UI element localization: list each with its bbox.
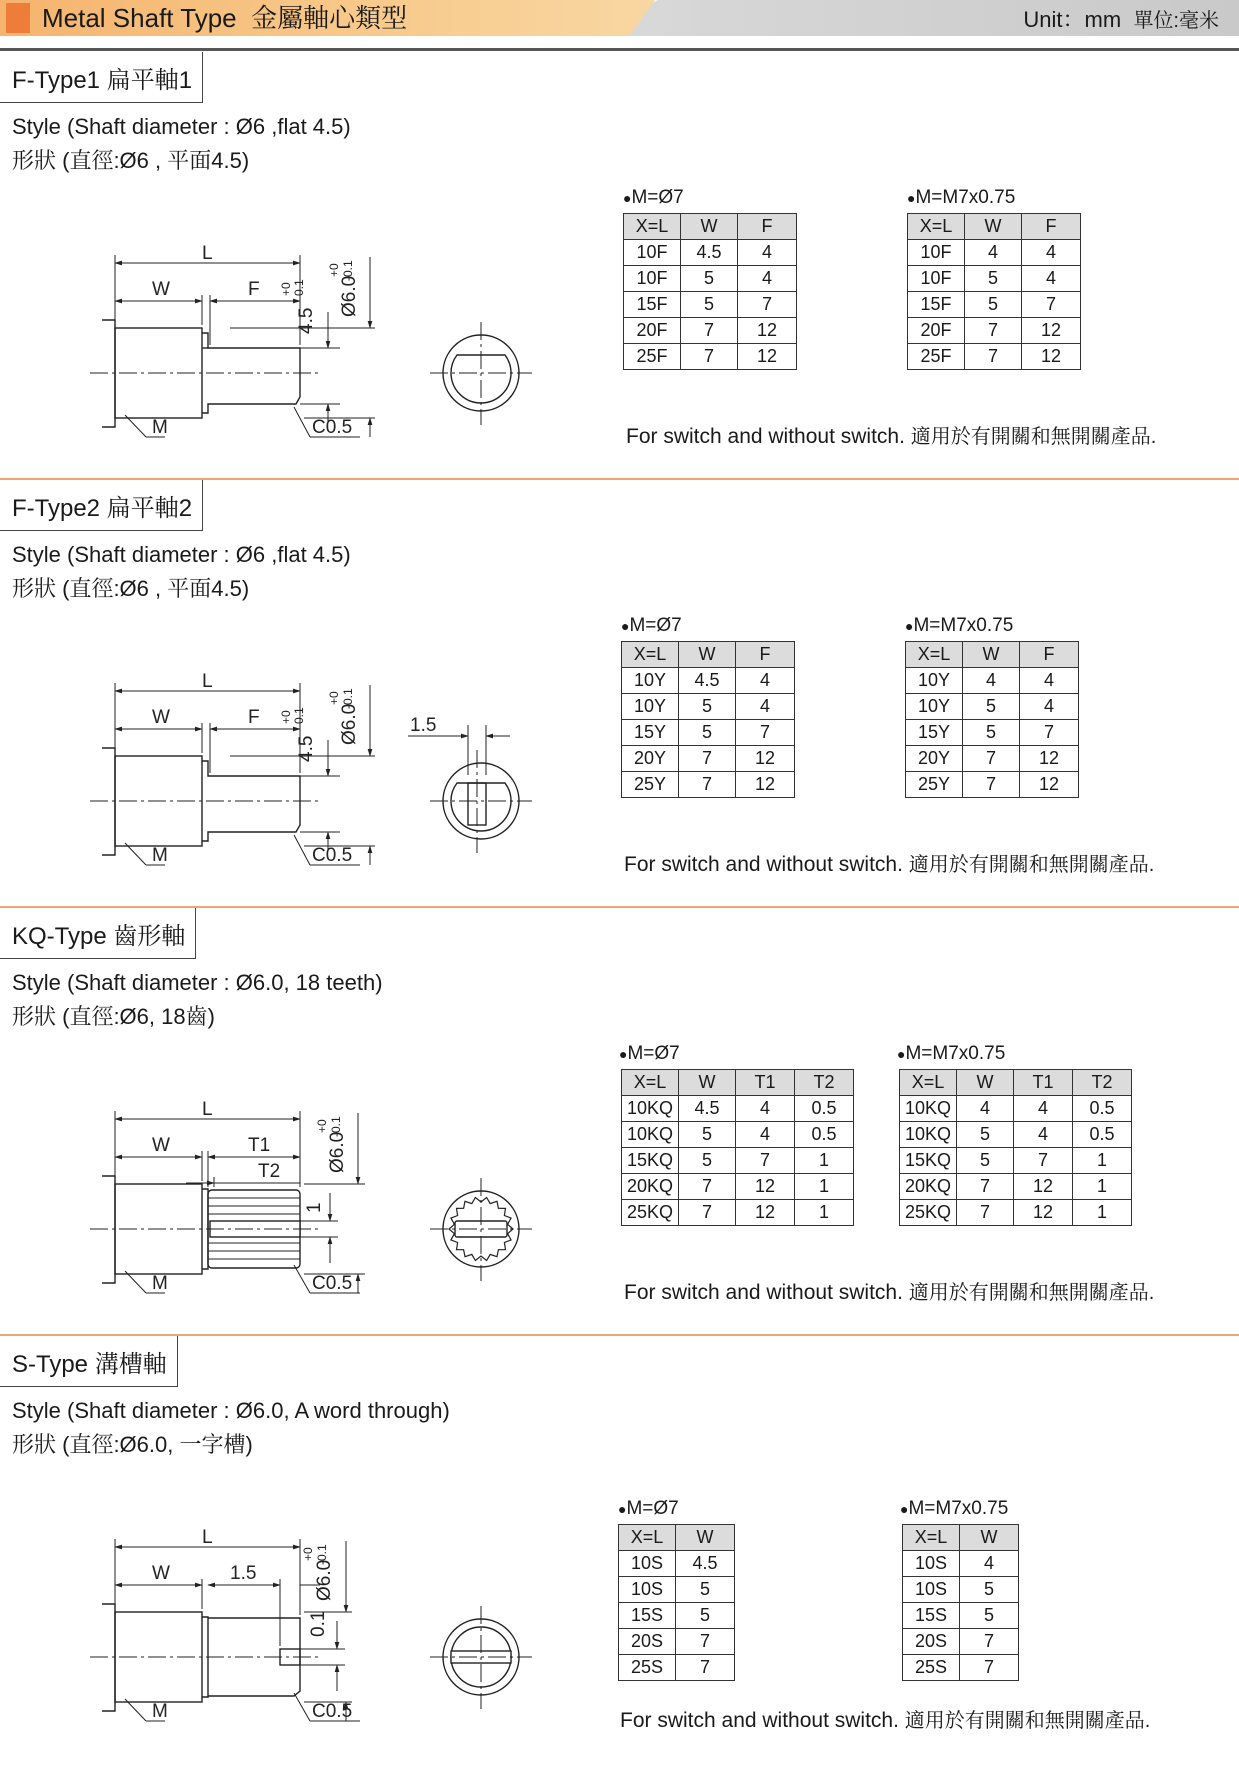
table-row [903,1603,1019,1629]
table-cell: 5 [957,1122,1014,1148]
table-label-m7: ●M=Ø7 [619,1043,680,1064]
table-cell: 12 [1014,1200,1073,1226]
section-title: KQ-Type 齒形軸 [0,908,196,959]
table-cell: 12 [736,1174,795,1200]
table-header: F [738,214,797,240]
table-row [908,318,1081,344]
table-cell: 5 [681,292,738,318]
table-cell: 4.5 [679,668,736,694]
table-cell: 7 [679,1174,736,1200]
table-row [622,1200,854,1226]
table-cell: 12 [736,772,795,798]
table-cell: 20F [908,318,965,344]
table-cell: 7 [681,318,738,344]
table-header: W [679,1070,736,1096]
table-cell: 10F [908,266,965,292]
table-cell: 10F [624,240,681,266]
end-view-f-type2 [430,750,532,853]
table-cell: 5 [679,1148,736,1174]
dim-label-M: M [152,417,168,438]
section-s-type [0,1336,1239,1762]
table-header: F [736,642,795,668]
unit-label [1023,5,1219,36]
table-cell: 5 [679,720,736,746]
dim-label-M: M [152,1273,168,1294]
dim-slot-1: 1 [304,1202,325,1213]
table-row [619,1629,735,1655]
table-cell: 0.5 [795,1096,854,1122]
shaft-drawing-s-type [90,1481,560,1771]
table-row [622,1148,854,1174]
table-label-text: M=Ø7 [631,187,684,208]
page-header [0,0,1239,36]
dim-label-F: F [248,279,260,300]
table-cell: 4.5 [679,1096,736,1122]
table-label-m7: ●M=Ø7 [618,1498,679,1519]
tol-plus: +0 [279,282,293,296]
table-cell: 7 [957,1200,1014,1226]
table-cell: 12 [738,344,797,370]
table-header: W [960,1525,1019,1551]
table-cell: 7 [738,292,797,318]
table-row [619,1655,735,1681]
dim-diameter: Ø6.0 [339,275,360,317]
table-cell: 10KQ [900,1096,957,1122]
applicability-note [626,420,1156,449]
spec-table-m7x075 [899,1069,1132,1226]
table-cell: 7 [676,1655,735,1681]
table-row [900,1200,1132,1226]
table-cell: 7 [957,1174,1014,1200]
dim-label-W: W [152,707,170,728]
table-row [619,1551,735,1577]
table-row [622,694,795,720]
dim-label-L: L [202,1099,213,1120]
table-cell: 4 [738,266,797,292]
table-cell: 12 [736,746,795,772]
table-header: T1 [1014,1070,1073,1096]
table-cell: 25KQ [622,1200,679,1226]
table-label-text: M=Ø7 [629,615,682,636]
table-cell: 15KQ [622,1148,679,1174]
spec-table-m7 [621,1069,854,1226]
table-cell: 10Y [622,668,679,694]
table-cell: 15F [624,292,681,318]
table-cell: 10S [619,1551,676,1577]
dim-depth-1.5: 1.5 [230,1563,257,1584]
spec-table-m7x075 [907,213,1081,370]
table-header: F [1022,214,1081,240]
table-header: X=L [900,1070,957,1096]
note-zh: 適用於有開關和無開關產品. [908,1282,1155,1304]
table-cell: 4 [1022,240,1081,266]
table-cell: 7 [965,318,1022,344]
style-description-en: Style (Shaft diameter : Ø6.0, 18 teeth) [12,970,383,995]
dim-diameter: Ø6.0 [314,1559,335,1601]
table-cell: 5 [960,1577,1019,1603]
table-row [906,772,1079,798]
table-row [908,344,1081,370]
table-cell: 25F [908,344,965,370]
note-zh: 適用於有開關和無開關產品. [904,1710,1151,1732]
tol-minus: -0.1 [292,707,306,728]
table-label-m7x075: ●M=M7x0.75 [900,1498,1009,1519]
dim-label-L: L [202,1527,213,1548]
table-cell: 4 [738,240,797,266]
table-header: T1 [736,1070,795,1096]
table-cell: 10Y [906,668,963,694]
table-cell: 4 [736,694,795,720]
tol-plus: +0 [279,710,293,724]
table-cell: 25S [619,1655,676,1681]
table-cell: 20S [619,1629,676,1655]
shaft-drawing-f-type2 [90,625,560,915]
table-cell: 0.5 [1073,1122,1132,1148]
table-cell: 10KQ [622,1122,679,1148]
tol-plus: +0 [301,1547,315,1561]
table-header: X=L [622,642,679,668]
table-row [903,1577,1019,1603]
dim-label-W: W [152,1563,170,1584]
table-cell: 20S [903,1629,960,1655]
table-header: W [957,1070,1014,1096]
table-cell: 20F [624,318,681,344]
tol-plus: +0 [327,263,341,277]
table-cell: 20Y [906,746,963,772]
table-cell: 1 [795,1148,854,1174]
table-cell: 7 [1020,720,1079,746]
dim-label-T1: T1 [248,1135,271,1156]
table-header: X=L [624,214,681,240]
table-label-text: M=M7x0.75 [913,615,1014,636]
table-label-text: M=M7x0.75 [905,1043,1006,1064]
table-cell: 12 [1014,1174,1073,1200]
table-row [622,1122,854,1148]
style-description-zh: 形狀 (直徑:Ø6.0, 一字槽) [12,1432,253,1457]
table-cell: 4 [1014,1096,1073,1122]
table-cell: 7 [676,1629,735,1655]
unit-label-en: Unit：mm [1023,7,1122,32]
table-label-m7x075: ●M=M7x0.75 [897,1043,1006,1064]
end-view-s-type [430,1606,532,1709]
chamfer-label: C0.5 [312,845,353,866]
dim-label-F: F [248,707,260,728]
table-header: X=L [908,214,965,240]
table-cell: 5 [679,1122,736,1148]
table-header: X=L [622,1070,679,1096]
table-cell: 7 [963,772,1020,798]
table-cell: 7 [963,746,1020,772]
table-cell: 1 [795,1200,854,1226]
table-cell: 5 [963,720,1020,746]
table-cell: 7 [1022,292,1081,318]
table-cell: 5 [960,1603,1019,1629]
table-cell: 4 [736,1096,795,1122]
table-cell: 7 [736,720,795,746]
style-description-en: Style (Shaft diameter : Ø6.0, A word through) [12,1398,450,1423]
table-header: T2 [1073,1070,1132,1096]
table-cell: 20KQ [900,1174,957,1200]
table-cell: 15F [908,292,965,318]
table-row [908,292,1081,318]
style-description-en: Style (Shaft diameter : Ø6 ,flat 4.5) [12,114,351,139]
end-view-f-type1 [430,322,532,425]
table-row [622,1096,854,1122]
table-cell: 10S [619,1577,676,1603]
table-label-m7: ●M=Ø7 [621,615,682,636]
applicability-note [624,1276,1154,1305]
table-header: W [679,642,736,668]
dim-label-M: M [152,845,168,866]
table-cell: 4 [1022,266,1081,292]
table-cell: 7 [1014,1148,1073,1174]
dim-label-W: W [152,1135,170,1156]
section-title: S-Type 溝槽軸 [0,1336,178,1387]
dim-slot-0.1: 0.1 [308,1610,329,1637]
table-cell: 4 [960,1551,1019,1577]
table-row [624,344,797,370]
table-cell: 7 [736,1148,795,1174]
dim-diameter: Ø6.0 [339,703,360,745]
tol-minus: -0.1 [315,1544,329,1565]
table-cell: 12 [1022,344,1081,370]
table-cell: 25Y [622,772,679,798]
table-row [624,266,797,292]
table-cell: 20Y [622,746,679,772]
table-cell: 12 [1020,746,1079,772]
tol-minus: -0.1 [292,279,306,300]
table-cell: 4.5 [681,240,738,266]
table-header: W [676,1525,735,1551]
table-label-text: M=Ø7 [627,1043,680,1064]
tol-minus: -0.1 [329,1116,343,1137]
table-cell: 7 [679,746,736,772]
table-cell: 15Y [622,720,679,746]
spec-table-m7 [623,213,797,370]
table-cell: 25F [624,344,681,370]
table-cell: 4 [965,240,1022,266]
table-header: T2 [795,1070,854,1096]
spec-table-m7x075 [905,641,1079,798]
table-cell: 4 [736,1122,795,1148]
table-cell: 4 [1014,1122,1073,1148]
table-label-m7x075: ●M=M7x0.75 [905,615,1014,636]
table-cell: 7 [965,344,1022,370]
table-row [903,1655,1019,1681]
style-description-zh: 形狀 (直徑:Ø6, 18齒) [12,1004,215,1029]
table-row [619,1603,735,1629]
section-title: F-Type2 扁平軸2 [0,480,203,531]
table-cell: 15S [903,1603,960,1629]
chamfer-label: C0.5 [312,1273,353,1294]
table-cell: 1 [795,1174,854,1200]
table-cell: 0.5 [1073,1096,1132,1122]
table-cell: 5 [679,694,736,720]
chamfer-label: C0.5 [312,1701,353,1722]
section-f-type1 [0,52,1239,478]
table-row [908,240,1081,266]
table-label-m7: ●M=Ø7 [623,187,684,208]
table-cell: 7 [960,1655,1019,1681]
spec-table-m7 [618,1524,735,1681]
table-row [622,1174,854,1200]
table-header: W [963,642,1020,668]
table-row [900,1096,1132,1122]
table-row [900,1148,1132,1174]
note-en: For switch and without switch. [620,1709,899,1732]
applicability-note [624,848,1154,877]
applicability-note [620,1704,1150,1733]
table-cell: 12 [1020,772,1079,798]
table-row [622,668,795,694]
table-row [900,1122,1132,1148]
style-description-en: Style (Shaft diameter : Ø6 ,flat 4.5) [12,542,351,567]
note-en: For switch and without switch. [624,853,903,876]
table-row [903,1551,1019,1577]
table-row [906,668,1079,694]
table-row [624,318,797,344]
table-cell: 25KQ [900,1200,957,1226]
table-cell: 4 [736,668,795,694]
table-cell: 20KQ [622,1174,679,1200]
table-cell: 7 [679,772,736,798]
table-header: W [965,214,1022,240]
tol-minus: -0.1 [341,260,355,281]
style-description-zh: 形狀 (直徑:Ø6 , 平面4.5) [12,148,250,173]
table-label-text: M=Ø7 [626,1498,679,1519]
table-cell: 5 [965,292,1022,318]
table-header: F [1020,642,1079,668]
table-cell: 5 [963,694,1020,720]
table-cell: 15S [619,1603,676,1629]
table-row [906,720,1079,746]
shaft-drawing-kq-type [90,1053,560,1343]
table-row [624,240,797,266]
table-cell: 10S [903,1551,960,1577]
table-cell: 15Y [906,720,963,746]
section-kq-type [0,908,1239,1334]
section-f-type2 [0,480,1239,906]
dim-label-T2: T2 [258,1161,281,1182]
table-cell: 10F [624,266,681,292]
section-title: F-Type1 扁平軸1 [0,52,203,103]
note-zh: 適用於有開關和無開關產品. [910,426,1157,448]
table-cell: 25Y [906,772,963,798]
table-label-m7x075: ●M=M7x0.75 [907,187,1016,208]
dim-slot-1.5: 1.5 [410,715,437,736]
dim-diameter: Ø6.0 [327,1131,348,1173]
style-description-zh: 形狀 (直徑:Ø6 , 平面4.5) [12,576,250,601]
table-cell: 4 [1020,668,1079,694]
shaft-drawing-f-type1 [90,197,560,487]
table-cell: 10F [908,240,965,266]
table-cell: 1 [1073,1148,1132,1174]
table-header: X=L [903,1525,960,1551]
table-cell: 12 [1022,318,1081,344]
page-title [42,2,407,34]
table-cell: 10Y [906,694,963,720]
note-en: For switch and without switch. [624,1281,903,1304]
table-row [619,1577,735,1603]
table-row [622,720,795,746]
table-header: W [681,214,738,240]
table-row [900,1174,1132,1200]
table-cell: 10Y [622,694,679,720]
table-row [622,746,795,772]
table-cell: 7 [960,1629,1019,1655]
dim-flat-4.5: 4.5 [296,735,317,762]
table-cell: 7 [679,1200,736,1226]
table-cell: 4 [963,668,1020,694]
unit-label-zh: 單位:毫米 [1133,10,1219,32]
table-cell: 25S [903,1655,960,1681]
table-cell: 10S [903,1577,960,1603]
table-row [903,1629,1019,1655]
table-row [622,772,795,798]
table-cell: 5 [676,1603,735,1629]
table-header: X=L [906,642,963,668]
spec-table-m7 [621,641,795,798]
table-row [624,292,797,318]
table-cell: 1 [1073,1174,1132,1200]
chamfer-label: C0.5 [312,417,353,438]
note-zh: 適用於有開關和無開關產品. [908,854,1155,876]
note-en: For switch and without switch. [626,425,905,448]
table-cell: 15KQ [900,1148,957,1174]
table-cell: 10KQ [900,1122,957,1148]
dim-flat-4.5: 4.5 [296,307,317,334]
table-cell: 0.5 [795,1122,854,1148]
table-cell: 1 [1073,1200,1132,1226]
table-row [906,694,1079,720]
table-cell: 4 [1020,694,1079,720]
table-label-text: M=M7x0.75 [915,187,1016,208]
table-row [908,266,1081,292]
table-label-text: M=M7x0.75 [908,1498,1009,1519]
table-cell: 5 [676,1577,735,1603]
table-row [906,746,1079,772]
table-cell: 5 [965,266,1022,292]
dim-label-L: L [202,671,213,692]
tol-minus: -0.1 [341,688,355,709]
table-cell: 12 [736,1200,795,1226]
table-cell: 12 [738,318,797,344]
header-rule [0,48,1239,51]
page-title-zh: 金屬軸心類型 [251,3,408,33]
page-title-en: Metal Shaft Type [42,3,237,33]
table-cell: 4.5 [676,1551,735,1577]
end-view-kq-type [430,1178,532,1281]
dim-label-L: L [202,243,213,264]
spec-table-m7x075 [902,1524,1019,1681]
table-header: X=L [619,1525,676,1551]
table-cell: 7 [681,344,738,370]
header-accent-square [6,3,30,33]
dim-label-W: W [152,279,170,300]
tol-plus: +0 [327,691,341,705]
dim-label-M: M [152,1701,168,1722]
table-cell: 10KQ [622,1096,679,1122]
table-cell: 5 [957,1148,1014,1174]
table-cell: 5 [681,266,738,292]
tol-plus: +0 [315,1119,329,1133]
table-cell: 4 [957,1096,1014,1122]
